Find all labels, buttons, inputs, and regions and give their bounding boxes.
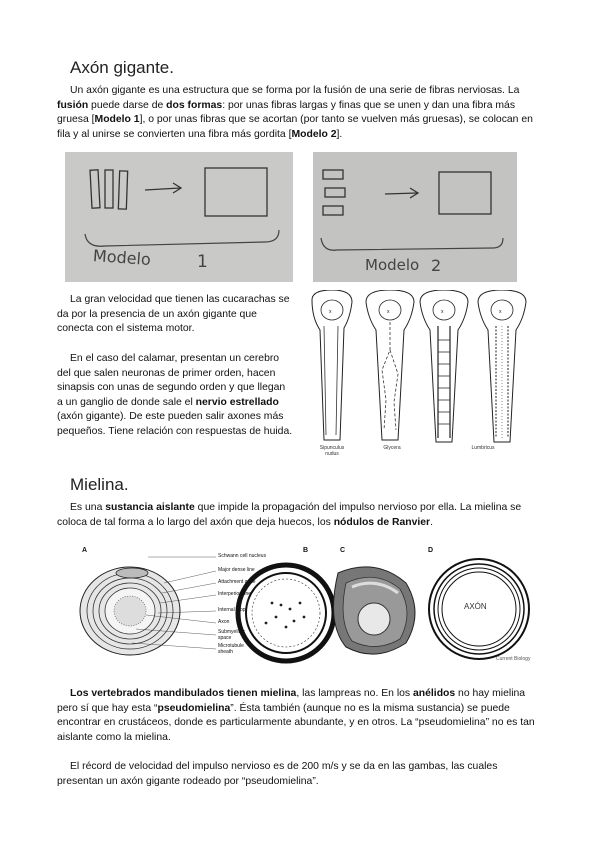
bold-nervio-estrellado: nervio estrellado [195,396,279,408]
bold-fusion: fusión [57,99,89,111]
section-title-mielina: Mielina. [70,475,129,494]
paragraph-record-velocidad: El récord de velocidad del impulso nervioso es de 200 m/s y se da en las gambas, las cuales presentan un axón gigante rodeado por “pseudomielina”. [57,761,498,787]
worm-drawings [302,290,538,450]
modelo-2-label: Modelo [365,256,420,274]
bold-vertebrados: Los vertebrados mandibulados tienen mielina [70,688,297,699]
figure-credit: Current Biology [496,656,531,662]
label-axon: Axon [218,619,230,625]
label-text: Sipunculus [319,445,345,451]
panel-d-letter: D [428,547,434,554]
label-microtubule-sheath: Microtubule sheath [218,643,244,655]
label-attachment-zone: Attachment zone [218,579,256,585]
label-schwann-nucleus: Schwann cell nucleus [218,553,267,559]
photo-modelo-2 [313,152,517,282]
text-span: no hay mielina pero sí que hay esta “ [57,688,526,714]
paragraph-axon-intro [57,84,539,142]
text-span: (axón gigante). De este pueden salir axones más pequeños. Tiene relación con respuestas de huida. [57,411,293,437]
worm-label-lumbricus: Lumbricus [471,445,495,451]
panel-a-letter: A [82,547,88,554]
label-internal-loop: Internal loop [218,607,246,613]
modelo-1-label: Modelo [92,246,152,269]
label-major-dense-line: Major dense line [218,567,255,573]
text-span: puede darse de [88,99,167,111]
text-span: ]. [336,128,343,140]
text-span: : por unas fibras largas y finas que se unen y dan una fibra más gruesa [ [57,99,516,125]
bold-dos-formas: dos formas [166,99,223,111]
bold-modelo-2: Modelo 2 [291,128,337,140]
paragraph-vertebrados [57,687,539,745]
section-title-axon: Axón gigante. [70,58,174,77]
modelo-1-number: 1 [197,252,208,272]
text-span: Un axón gigante es una estructura que se forma por la fusión de una serie de fibras nerviosas. La [70,85,520,96]
svg-text:x: x [387,309,390,315]
label-interperiod-line: Interperiod line [218,591,252,597]
photo-modelo-1 [65,152,293,282]
svg-text:x: x [329,309,332,315]
svg-text:x: x [441,309,444,315]
paragraph-mielina [57,501,539,530]
axon-center-text: AXÓN [464,602,487,611]
figure-myelin-sheath [76,543,536,668]
bold-anelidos: anélidos [413,688,456,699]
text-span: . [430,516,433,528]
bold-nodulos-ranvier: nódulos de Ranvier [333,516,431,528]
label-subtext: nudus [325,451,339,457]
bold-sustancia-aislante: sustancia aislante [105,502,195,513]
text-span: que impide la propagación del impulso nervioso por ella. La mielina se coloca de tal forma a lo largo del axón que deja huecos, los [57,502,522,528]
paragraph-cucarachas: La gran velocidad que tienen las cucarachas se da por la presencia de un axón gigante que conecta con el sistema motor. [57,294,290,334]
label-submyelinic-space: Submyelinic space [218,629,245,641]
text-span: En el caso del calamar, presentan un cerebro del que salen neuronas de primer orden, hacen sinapsis con unas de segundo orden y que llegan a un ganglio de donde sale el [57,353,286,408]
text-span: , las lampreas no. En los [296,688,414,699]
bold-modelo-1: Modelo 1 [94,114,140,125]
text-span: ”. Ésta también (aunque no es la misma sustancia) se puede encontrar en crustáceos, donde es particularmente abundante, y en otros. La “pseudomielina” no es tan aislante como la mielina. [57,702,535,743]
worm-label-glycera: Glycera [383,445,401,451]
figure-giant-axons-worms [302,290,538,462]
text-span: ], o por unas fibras que se acortan (por tanto se vuelven más gruesas), se colocan en fila y al unirse se convierten una fibra más gordita [ [57,114,533,140]
text-span: Es una [70,502,106,513]
panel-c-letter: C [340,547,346,554]
bold-pseudomielina: pseudomielina [157,702,231,714]
panel-b-letter: B [303,547,309,554]
modelo-2-number: 2 [431,256,442,275]
worm-label-sipunculus [308,445,356,457]
svg-text:x: x [499,309,502,315]
paragraph-calamar [57,352,293,439]
